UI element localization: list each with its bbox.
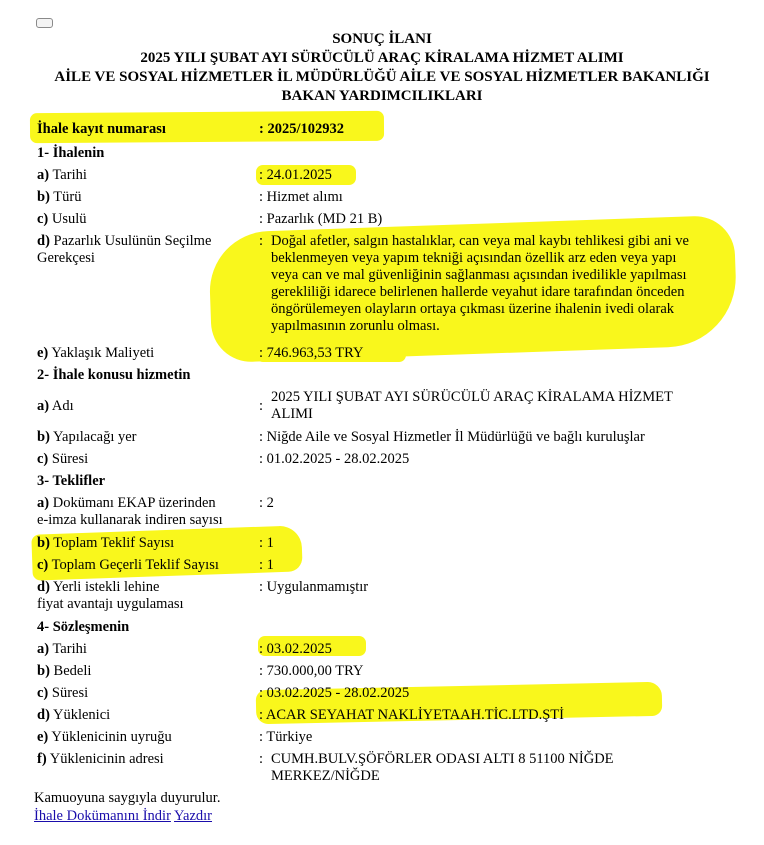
contract-price-value: : 730.000,00 TRY (259, 663, 364, 679)
section-tender-title: 1- İhalenin (37, 145, 105, 161)
contractor-value: : ACAR SEYAHAT NAKLİYETAAH.TİC.LTD.ŞTİ (259, 707, 564, 723)
heading-subject: 2025 YILI ŞUBAT AYI SÜRÜCÜLÜ ARAÇ KİRALAMA HİZMET ALIMI (140, 50, 624, 66)
document-heading (0, 30, 764, 106)
tender-procedure-value: : Pazarlık (MD 21 B) (259, 211, 383, 227)
contractor-nationality-label: e) Yüklenicinin uyruğu (37, 729, 172, 745)
tender-type-label: b) Türü (37, 189, 82, 205)
section-offers-title: 3- Teklifler (37, 473, 106, 489)
contract-price-label: b) Bedeli (37, 663, 92, 679)
procedure-reason-label: d) Pazarlık Usulünün Seçilme Gerekçesi (37, 233, 212, 266)
total-offers-value: : 1 (259, 535, 274, 551)
contract-date-value: : 03.02.2025 (259, 641, 332, 657)
contractor-nationality-value: : Türkiye (259, 729, 313, 745)
service-name-label: a) Adı (37, 398, 74, 414)
download-document-link[interactable]: İhale Dokümanını İndir (34, 808, 171, 824)
closing-note: Kamuoyuna saygıyla duyurulur. (34, 790, 221, 806)
total-offers-label: b) Toplam Teklif Sayısı (37, 535, 175, 551)
service-duration-label: c) Süresi (37, 451, 89, 467)
service-duration-value: : 01.02.2025 - 28.02.2025 (259, 451, 410, 467)
tender-procedure-label: c) Usulü (37, 211, 87, 227)
domestic-advantage-label: d) Yerli istekli lehine fiyat avantajı uygulaması (37, 579, 184, 612)
registration-value: : 2025/102932 (259, 121, 344, 137)
section-contract-title: 4- Sözleşmenin (37, 619, 130, 635)
contractor-address-label: f) Yüklenicinin adresi (37, 751, 164, 767)
downloads-label: a) Dokümanı EKAP üzerinden e-imza kullanarak indiren sayısı (37, 495, 223, 528)
service-place-value: : Niğde Aile ve Sosyal Hizmetler İl Müdürlüğü ve bağlı kuruluşlar (259, 429, 645, 445)
footer-links (34, 808, 212, 825)
tender-date-value: : 24.01.2025 (259, 167, 332, 183)
print-link[interactable]: Yazdır (174, 808, 213, 824)
service-place-label: b) Yapılacağı yer (37, 429, 137, 445)
valid-offers-value: : 1 (259, 557, 274, 573)
estimated-cost-label: e) Yaklaşık Maliyeti (37, 345, 155, 361)
tender-date-label: a) Tarihi (37, 167, 87, 183)
registration-label: İhale kayıt numarası (37, 121, 166, 137)
collapse-button[interactable] (36, 18, 53, 28)
contract-date-label: a) Tarihi (37, 641, 87, 657)
valid-offers-label: c) Toplam Geçerli Teklif Sayısı (37, 557, 219, 573)
downloads-value: : 2 (259, 495, 274, 511)
contract-duration-label: c) Süresi (37, 685, 89, 701)
section-service-title: 2- İhale konusu hizmetin (37, 367, 191, 383)
heading-title: SONUÇ İLANI (332, 31, 432, 47)
contract-duration-value: : 03.02.2025 - 28.02.2025 (259, 685, 410, 701)
heading-institution: AİLE VE SOSYAL HİZMETLER İL MÜDÜRLÜĞÜ AİLE VE SOSYAL HİZMETLER BAKANLIĞI (54, 69, 710, 85)
tender-type-value: : Hizmet alımı (259, 189, 343, 205)
estimated-cost-value: : 746.963,53 TRY (259, 345, 364, 361)
contractor-label: d) Yüklenici (37, 707, 111, 723)
heading-institution-cont: BAKAN YARDIMCILIKLARI (281, 88, 483, 104)
domestic-advantage-value: : Uygulanmamıştır (259, 579, 369, 595)
